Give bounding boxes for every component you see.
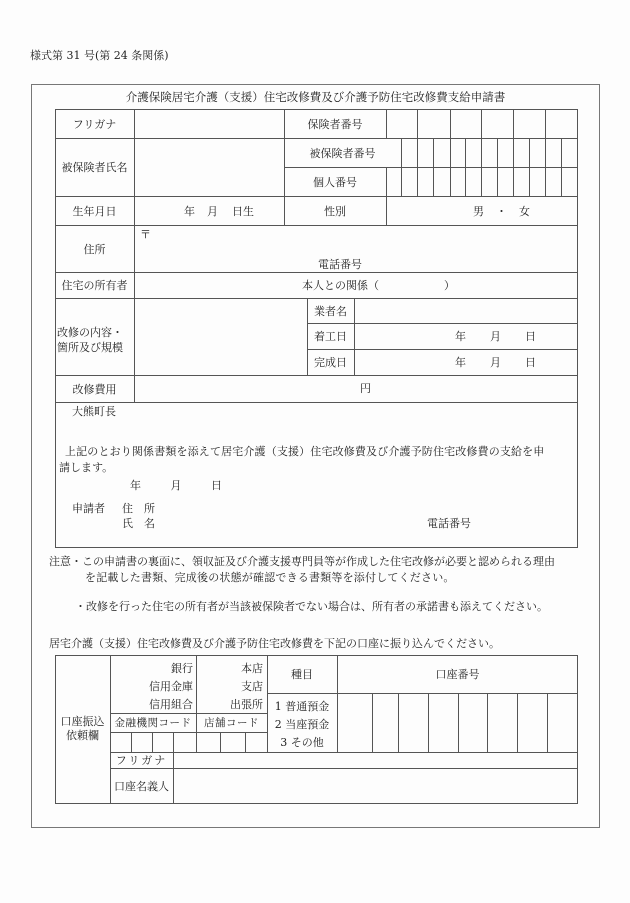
birthdate-day: 日生 <box>232 204 254 218</box>
bank-furigana-label: フリガナ <box>115 754 168 767</box>
personal-number-label: 個人番号 <box>313 175 357 189</box>
note1-line1: この申請書の裏面に、領収証及び介護支援専門員等が作成した住宅改修が必要と認められる理由 <box>82 555 555 568</box>
renovation-label-line1: 改修の内容・ <box>57 326 123 339</box>
relation-input[interactable] <box>390 274 440 296</box>
account-holder-input[interactable] <box>174 769 577 803</box>
contractor-input[interactable] <box>355 299 577 322</box>
completion-date-label: 完成日 <box>314 356 347 369</box>
gender-male[interactable]: 男 <box>473 204 484 218</box>
account-number-input[interactable] <box>338 694 577 751</box>
bank-name-input[interactable] <box>112 657 162 711</box>
cost-label: 改修費用 <box>72 382 117 396</box>
note1-line2: を記載した書類、完成後の状態が確認できる書類等を添付してください。 <box>85 571 455 584</box>
birthdate-field[interactable] <box>134 196 284 225</box>
applicant-address-input[interactable] <box>160 500 560 516</box>
branch-type-head[interactable]: 本店 <box>241 662 263 675</box>
renovation-label-line2: 箇所及び規模 <box>57 341 123 354</box>
renovation-input[interactable] <box>135 299 306 374</box>
addressee: 大熊町長 <box>72 405 116 418</box>
transfer-section-label-line1: 口座振込 <box>60 715 105 728</box>
start-date-field[interactable] <box>354 323 577 349</box>
note2: ・改修を行った住宅の所有者が当該被保険者でない場合は、所有者の承諾書も添えてください。 <box>75 600 548 613</box>
renovation-label <box>57 325 123 355</box>
branch-name-input[interactable] <box>198 657 228 711</box>
bank-code-input[interactable] <box>111 733 195 751</box>
bank-code-label: 金融機関コード <box>114 717 192 729</box>
insurer-number-label: 保険者番号 <box>307 117 363 131</box>
account-number-label: 口座番号 <box>435 668 480 681</box>
applicant-phone-label: 電話番号 <box>427 517 471 530</box>
completion-day: 日 <box>525 356 536 369</box>
branch-code-input[interactable] <box>197 733 266 751</box>
address-input[interactable] <box>135 226 577 258</box>
applicant-address-label: 住 所 <box>122 502 155 515</box>
branch-type-office[interactable]: 出張所 <box>230 698 263 711</box>
account-holder-label: 口座名義人 <box>114 780 169 793</box>
postal-mark: 〒 <box>140 228 151 241</box>
cost-input[interactable] <box>135 376 355 401</box>
account-type-current[interactable]: 2 当座預金 <box>274 718 330 731</box>
transfer-section-label-line2: 依頼欄 <box>66 729 99 742</box>
completion-date-field[interactable] <box>354 349 577 375</box>
start-month: 月 <box>490 330 501 343</box>
contractor-label: 業者名 <box>314 304 347 318</box>
declaration-date[interactable] <box>130 480 222 491</box>
start-year: 年 <box>455 330 466 343</box>
declaration-day: 日 <box>211 479 222 492</box>
insured-number-input[interactable] <box>402 139 577 166</box>
birthdate-month: 月 <box>207 204 218 218</box>
branch-code-label: 店舗コード <box>204 717 259 729</box>
owner-label: 住宅の所有者 <box>61 279 128 292</box>
insured-number-label: 被保険者番号 <box>309 146 376 160</box>
owner-input[interactable] <box>135 273 295 297</box>
completion-year: 年 <box>455 356 466 369</box>
account-type-label: 種目 <box>291 668 313 681</box>
relation-label: 本人との関係（ <box>302 279 379 292</box>
address-phone-label: 電話番号 <box>318 258 362 271</box>
account-type-ordinary[interactable]: 1 普通預金 <box>274 700 330 713</box>
bank-type-bank[interactable]: 銀行 <box>171 662 193 675</box>
declaration-line2: 請します。 <box>59 461 114 474</box>
bank-furigana-input[interactable] <box>174 753 577 767</box>
address-label: 住所 <box>83 242 106 256</box>
furigana-input[interactable] <box>135 110 283 137</box>
transfer-section-label <box>55 715 110 743</box>
insurer-number-input[interactable] <box>387 110 577 137</box>
personal-number-input[interactable] <box>387 168 577 195</box>
declaration-line1: 上記のとおり関係書類を添えて居宅介護（支援）住宅改修費及び介護予防住宅改修費の支給を申 <box>65 445 545 458</box>
bank-type-shinkin[interactable]: 信用金庫 <box>149 680 193 693</box>
form-title: 介護保険居宅介護（支援）住宅改修費及び介護予防住宅改修費支給申請書 <box>125 90 506 104</box>
insured-name-label: 被保険者氏名 <box>61 161 128 174</box>
gender-label: 性別 <box>324 204 346 218</box>
gender-options <box>386 196 577 225</box>
insured-name-input[interactable] <box>135 139 283 195</box>
cost-unit: 円 <box>360 382 371 395</box>
start-day: 日 <box>525 330 536 343</box>
birthdate-label: 生年月日 <box>72 204 117 218</box>
gender-female[interactable]: 女 <box>519 204 530 218</box>
transfer-instruction: 居宅介護（支援）住宅改修費及び介護予防住宅改修費を下記の口座に振り込んでください。 <box>49 637 500 650</box>
completion-month: 月 <box>490 356 501 369</box>
birthdate-year: 年 <box>184 204 195 218</box>
applicant-name-label: 氏 名 <box>122 517 155 530</box>
account-type-list[interactable] <box>267 698 337 752</box>
note-prefix: 注意・ <box>49 555 82 568</box>
form-number: 様式第 31 号(第 24 条関係) <box>30 49 169 62</box>
applicant-name-input[interactable] <box>160 516 410 532</box>
start-date-label: 着工日 <box>314 330 347 343</box>
applicant-label: 申請者 <box>72 502 105 515</box>
gender-separator: ・ <box>496 204 507 218</box>
relation-close: ） <box>444 279 455 292</box>
branch-type-branch[interactable]: 支店 <box>241 680 263 693</box>
furigana-label: フリガナ <box>72 117 117 131</box>
declaration-year: 年 <box>130 479 141 492</box>
account-type-other[interactable]: 3 その他 <box>280 736 324 749</box>
bank-type-kumiai[interactable]: 信用組合 <box>149 698 193 711</box>
declaration-month: 月 <box>170 479 182 492</box>
